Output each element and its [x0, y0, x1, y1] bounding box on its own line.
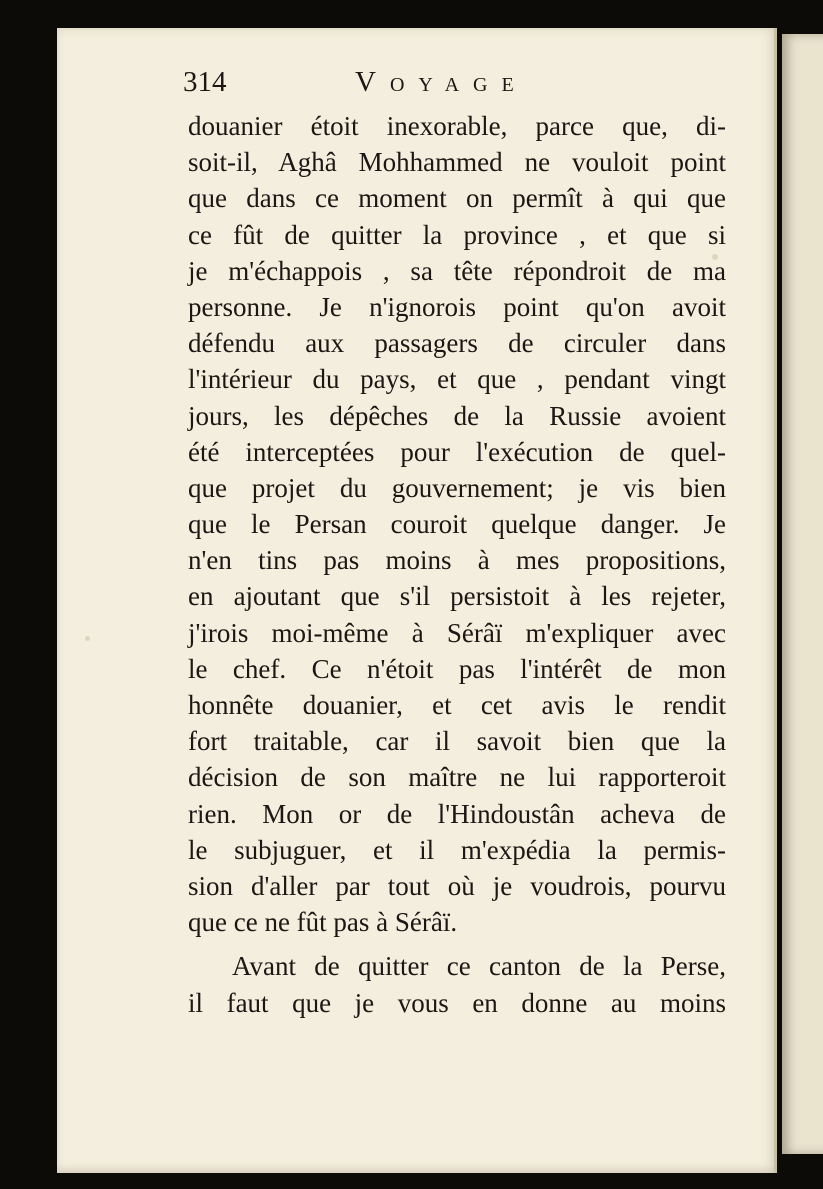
page-number: 314: [183, 66, 227, 98]
text-line: en ajoutant que s'il persistoit à les rejeter,: [188, 581, 726, 612]
text-line: sion d'aller par tout où je voudrois, pourvu: [188, 870, 726, 901]
text-line: soit-il, Aghâ Mohhammed ne vouloit point: [188, 147, 726, 178]
paragraph: [188, 948, 726, 1020]
text-line: décision de son maître ne lui rapporteroit: [188, 762, 726, 793]
text-line: rien. Mon or de l'Hindoustân acheva de: [188, 798, 726, 829]
page-body: [188, 108, 726, 1021]
text-line: il faut que je vous en donne au moins: [188, 987, 726, 1018]
page-header: [183, 66, 723, 106]
text-line: l'intérieur du pays, et que , pendant vingt: [188, 364, 726, 395]
text-line: été interceptées pour l'exécution de quel-: [188, 436, 726, 467]
running-head: Voyage: [355, 66, 528, 98]
text-line: personne. Je n'ignorois point qu'on avoit: [188, 291, 726, 322]
paragraph: [188, 108, 726, 940]
text-line: fort traitable, car il savoit bien que la: [188, 726, 726, 757]
text-line: que le Persan couroit quelque danger. Je: [188, 509, 726, 540]
text-line: douanier étoit inexorable, parce que, di-: [188, 111, 726, 141]
text-line: honnête douanier, et cet avis le rendit: [188, 690, 726, 720]
text-line: n'en tins pas moins à mes propositions,: [188, 545, 726, 576]
text-line: ce fût de quitter la province , et que si: [188, 219, 726, 250]
text-line: le subjuguer, et il m'expédia la permis-: [188, 834, 726, 865]
text-line: j'irois moi-même à Sérâï m'expliquer avec: [188, 617, 726, 648]
text-line: que ce ne fût pas à Sérâï.: [188, 907, 458, 938]
text-line: que dans ce moment on permît à qui que: [188, 183, 726, 214]
text-line: défendu aux passagers de circuler dans: [188, 328, 726, 359]
text-line: que projet du gouvernement; je vis bien: [188, 472, 726, 503]
facing-page-edge: [782, 34, 823, 1154]
paper-stain: [85, 636, 90, 641]
text-line: Avant de quitter ce canton de la Perse,: [232, 951, 726, 982]
text-line: le chef. Ce n'étoit pas l'intérêt de mon: [188, 653, 726, 684]
text-line: jours, les dépêches de la Russie avoient: [188, 400, 726, 431]
text-line: je m'échappois , sa tête répondroit de ma: [188, 255, 726, 286]
